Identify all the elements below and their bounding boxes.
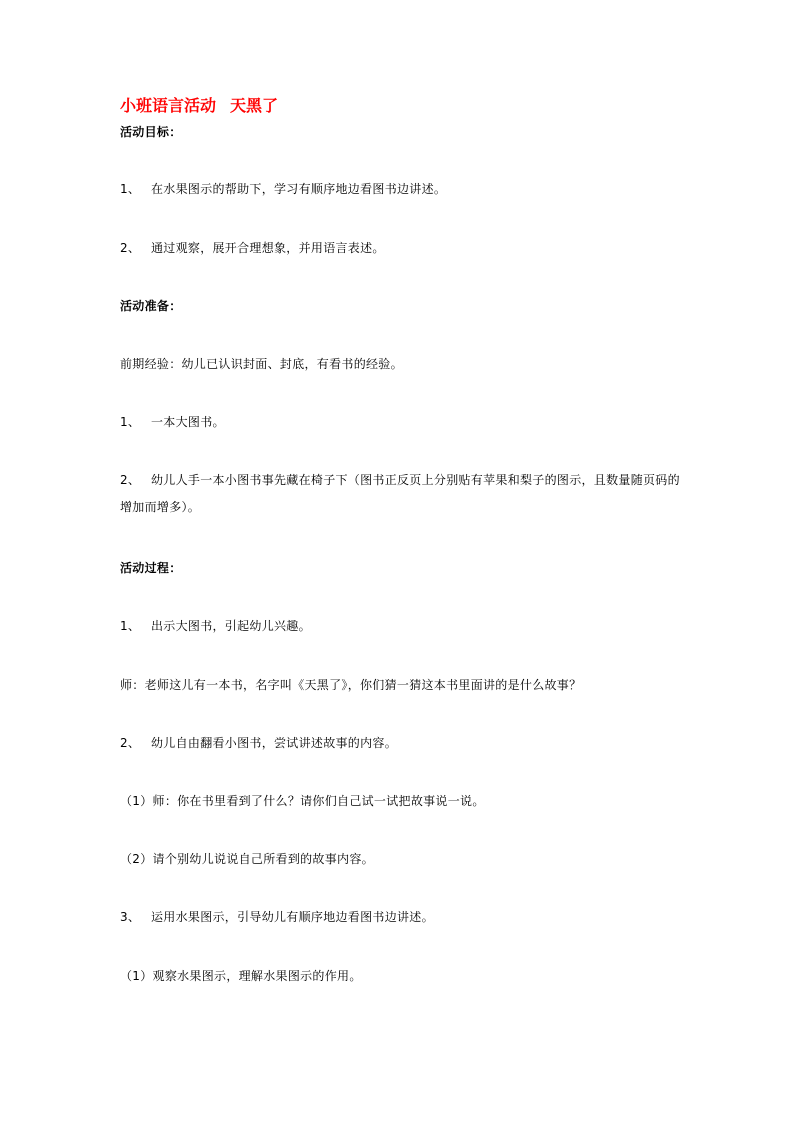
- goal-2-number: 2、: [120, 241, 141, 255]
- title-part-name: 天黑了: [230, 96, 279, 115]
- prep-2-text: 幼儿人手一本小图书事先藏在椅子下（图书正反页上分别贴有苹果和梨子的图示，且数量随页码的增加而增多）。: [120, 473, 680, 514]
- step-item-2: [120, 735, 397, 751]
- step-2-number: 2、: [120, 736, 141, 750]
- goal-item-2: [120, 240, 385, 256]
- step-2-sub-2: （2）请个别幼儿说说自己所看到的故事内容。: [120, 852, 374, 866]
- prep-1-text: 一本大图书。: [151, 415, 225, 429]
- goals-heading: 活动目标：: [120, 125, 182, 139]
- process-heading: 活动过程：: [120, 561, 182, 575]
- prep-experience: 前期经验：幼儿已认识封面、封底，有看书的经验。: [120, 357, 403, 371]
- step-3-sub-1: （1）观察水果图示，理解水果图示的作用。: [120, 969, 362, 983]
- step-2-text: 幼儿自由翻看小图书，尝试讲述故事的内容。: [151, 736, 398, 750]
- step-2-sub-1: （1）师：你在书里看到了什么？请你们自己试一试把故事说一说。: [120, 794, 485, 808]
- prep-heading: 活动准备：: [120, 299, 182, 313]
- prep-1-number: 1、: [120, 415, 141, 429]
- page-title: [120, 96, 278, 116]
- step-3-number: 3、: [120, 910, 141, 924]
- title-part-activity: 小班语言活动: [120, 96, 217, 115]
- goal-1-number: 1、: [120, 182, 141, 196]
- prep-item-2: [120, 467, 680, 521]
- goal-1-text: 在水果图示的帮助下，学习有顺序地边看图书边讲述。: [151, 182, 447, 196]
- step-3-text: 运用水果图示，引导幼儿有顺序地边看图书边讲述。: [151, 910, 434, 924]
- step-1-teacher-line: 师：老师这儿有一本书，名字叫《天黑了》，你们猜一猜这本书里面讲的是什么故事？: [120, 678, 582, 692]
- prep-2-number: 2、: [120, 473, 141, 487]
- goal-2-text: 通过观察，展开合理想象，并用语言表述。: [151, 241, 385, 255]
- step-1-text: 出示大图书，引起幼儿兴趣。: [151, 619, 311, 633]
- step-item-3: [120, 909, 434, 925]
- prep-item-1: [120, 414, 225, 430]
- step-1-number: 1、: [120, 619, 141, 633]
- goal-item-1: [120, 181, 446, 197]
- step-item-1: [120, 618, 311, 634]
